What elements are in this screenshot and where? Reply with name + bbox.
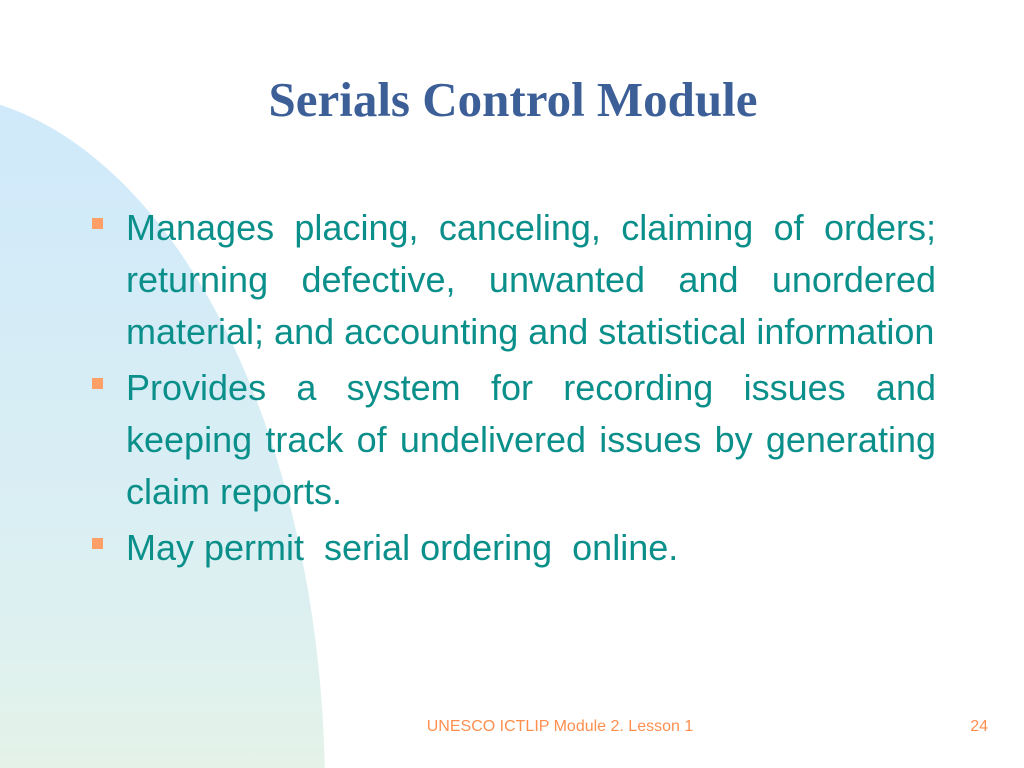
footer-text: UNESCO ICTLIP Module 2. Lesson 1 [426,718,694,735]
bullet-list [90,202,936,578]
page-number: 24 [970,718,988,735]
bullet-item [90,362,936,518]
bullet-item [90,522,936,574]
bullet-text: Provides a system for recording issues and keeping track of undelivered issues by generating claim reports. [126,367,936,512]
square-bullet-icon [92,538,103,549]
square-bullet-icon [92,378,103,389]
bullet-text: Manages placing, canceling, claiming of orders; returning defective, unwanted and unordered material; and accounting and statistical information [126,207,936,352]
bullet-text: May permit serial ordering online. [126,527,679,568]
square-bullet-icon [92,218,103,229]
slide-title: Serials Control Module [268,72,758,127]
bullet-item [90,202,936,358]
